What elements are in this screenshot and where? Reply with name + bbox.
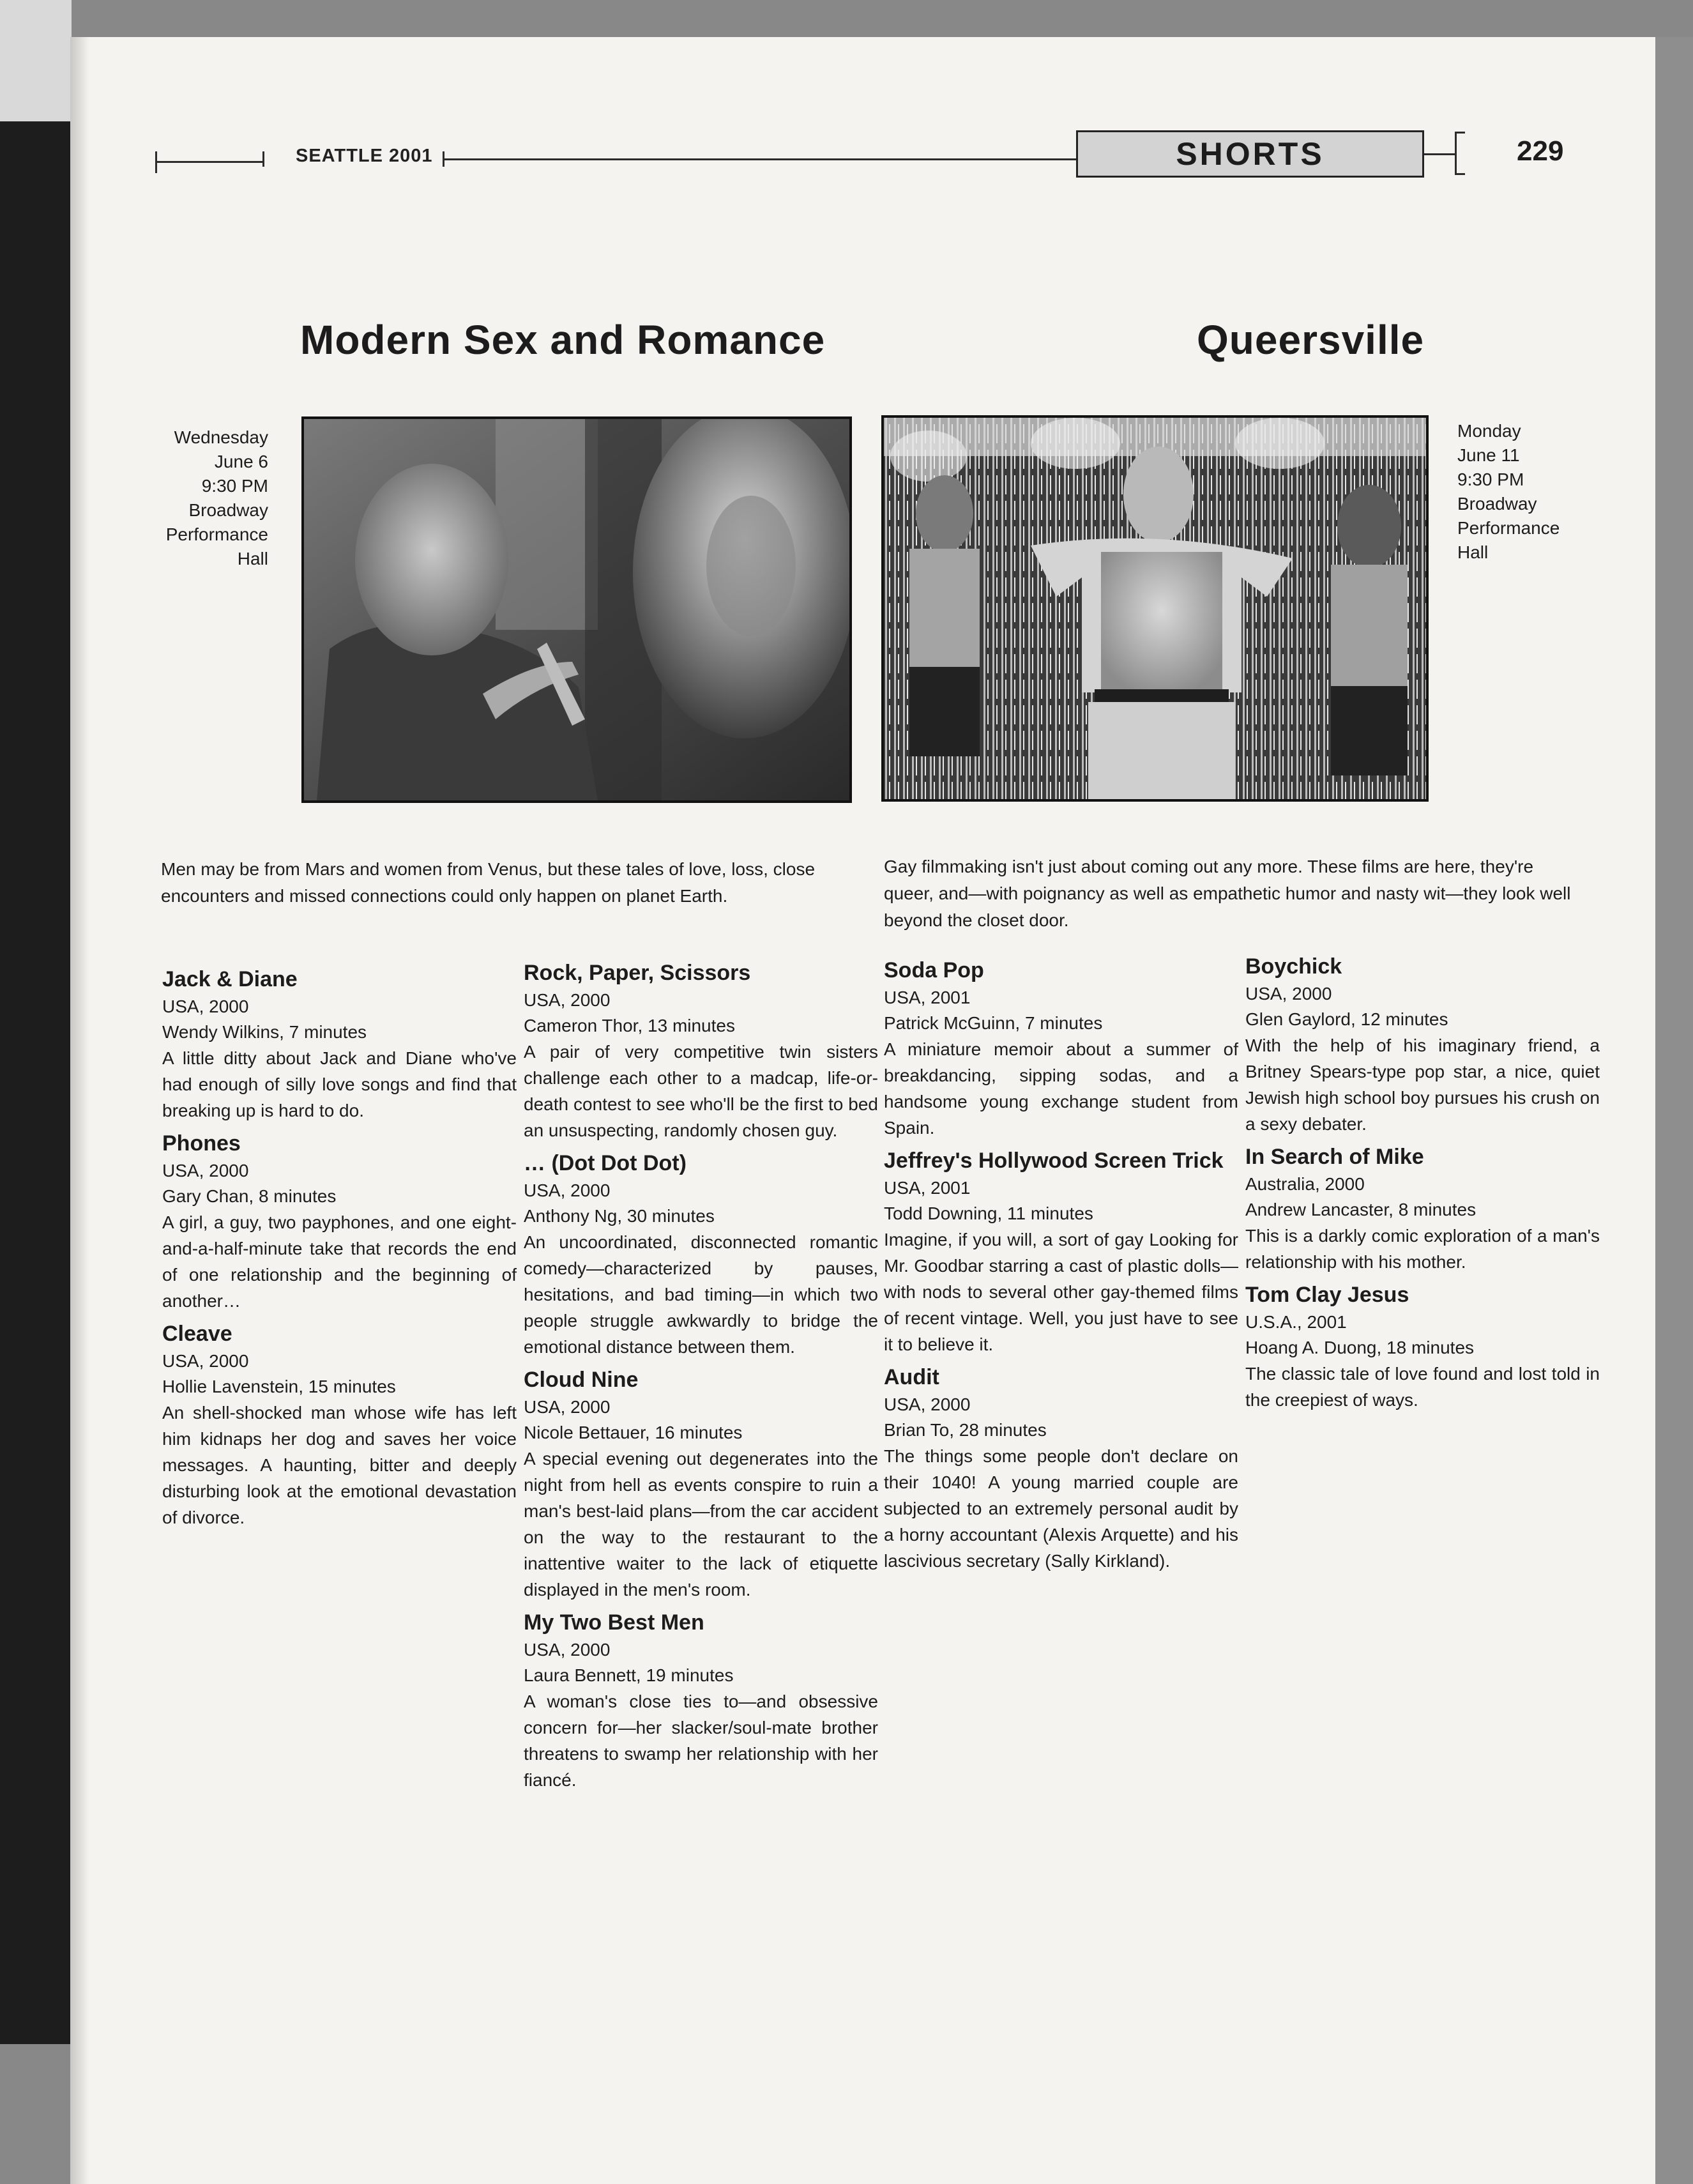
film-description: A miniature memoir about a summer of breakdancing, sipping sodas, and a handsome young exchange student from Spain. [884,1039,1238,1138]
film-director: Cameron Thor, 13 minutes [524,1016,735,1035]
gutter-shadow [70,37,89,2184]
film-description: A little ditty about Jack and Diane who've had enough of silly love songs and find that breaking up is hard to do. [162,1048,517,1120]
header-rule-middle [443,158,1076,160]
film-still-photo [881,415,1429,802]
film-entry [524,1149,878,1360]
film-director: Nicole Bettauer, 16 minutes [524,1423,743,1442]
schedule-line: 9:30 PM [1457,470,1524,489]
film-description: A girl, a guy, two payphones, and one eight-and-a-half-minute take that records the end of one relationship and the beginning of another… [162,1212,517,1311]
film-entry [1245,952,1600,1137]
schedule-line: June 6 [214,452,268,471]
film-director: Hollie Lavenstein, 15 minutes [162,1377,396,1396]
film-director: Andrew Lancaster, 8 minutes [1245,1200,1477,1219]
program-intro: Gay filmmaking isn't just about coming out any more. These films are here, they're queer, and—with poignancy as well as empathetic humor and nasty wit—they look well beyond the closet door. [884,857,1571,930]
film-description: A special evening out degenerates into the night from hell as events conspire to ruin a man's best-laid plans—from the car accident on the way to the restaurant to the inattentive waiter to the lack of etiquette displayed in the men's room. [524,1449,878,1600]
film-column [884,956,1238,1579]
film-title: Rock, Paper, Scissors [524,961,751,985]
film-country-year: USA, 2000 [524,990,611,1010]
film-director: Wendy Wilkins, 7 minutes [162,1022,367,1042]
schedule-line: Broadway [1457,494,1537,514]
film-description: A pair of very competitive twin sisters challenge each other to a madcap, life-or-death contest to see who'll be the first to bed an unsuspecting, randomly chosen guy. [524,1042,878,1140]
film-country-year: USA, 2000 [524,1640,611,1660]
film-director: Laura Bennett, 19 minutes [524,1665,734,1685]
film-entry [884,956,1238,1141]
film-description: An uncoordinated, disconnected romantic comedy—characterized by pauses, hesitations, and bad timing—in which two people struggle awkwardly to bridge the emotional distance between them. [524,1232,878,1357]
header-rule-bracket-cap [1455,132,1465,134]
film-description: An shell-shocked man whose wife has left him kidnaps her dog and saves her voice messages. A haunting, bitter and deeply disturbing look at the emotional devastation of divorce. [162,1403,517,1527]
film-entry [884,1363,1238,1574]
film-title: In Search of Mike [1245,1145,1424,1169]
film-title: Jack & Diane [162,967,298,991]
schedule-line: Monday [1457,421,1521,441]
film-country-year: USA, 2000 [162,1161,249,1180]
film-entry [524,1365,878,1603]
header-rule-tick [262,151,264,167]
film-director: Todd Downing, 11 minutes [884,1203,1093,1223]
schedule-line: Performance [1457,518,1560,538]
film-country-year: USA, 2001 [884,988,971,1007]
film-country-year: U.S.A., 2001 [1245,1312,1347,1332]
program-schedule [153,425,268,571]
film-director: Anthony Ng, 30 minutes [524,1206,715,1226]
film-director: Patrick McGuinn, 7 minutes [884,1013,1103,1033]
film-title: Soda Pop [884,958,984,982]
film-country-year: USA, 2000 [524,1180,611,1200]
film-still-illustration [884,418,1426,799]
header-rule-bracket [1455,132,1457,175]
film-description: Imagine, if you will, a sort of gay Looking for Mr. Goodbar starring a cast of plastic dolls—with nods to several other gay-themed films of recent vintage. Well, you just have to see it to believe it. [884,1230,1238,1354]
film-description: A woman's close ties to—and obsessive concern for—her slacker/soul-mate brother threatens to swamp her relationship with her fiancé. [524,1691,878,1790]
film-column [524,958,878,1798]
film-description: With the help of his imaginary friend, a Britney Spears-type pop star, a nice, quiet Jewish high school boy pursues his crush on a sexy debater. [1245,1035,1600,1134]
film-description: This is a darkly comic exploration of a man's relationship with his mother. [1245,1226,1600,1272]
schedule-line: 9:30 PM [201,476,268,496]
film-column [162,965,517,1536]
film-country-year: USA, 2000 [162,1351,249,1371]
film-director: Glen Gaylord, 12 minutes [1245,1009,1448,1029]
schedule-line: Wednesday [174,427,268,447]
film-country-year: USA, 2000 [524,1397,611,1417]
film-country-year: USA, 2001 [884,1178,971,1198]
film-title: Boychick [1245,954,1342,979]
page-edge [1655,37,1693,2184]
film-title: Audit [884,1365,939,1389]
film-still-illustration [304,419,849,800]
film-title: Phones [162,1131,241,1156]
program-title: Modern Sex and Romance [300,317,826,363]
film-column [1245,952,1600,1418]
film-title: My Two Best Men [524,1610,704,1635]
film-description: The classic tale of love found and lost told in the creepiest of ways. [1245,1364,1600,1410]
program-title: Queersville [1197,317,1425,363]
film-entry [162,1319,517,1531]
header-rule-left [155,161,264,163]
film-title: Tom Clay Jesus [1245,1283,1409,1307]
program-schedule [1457,419,1585,565]
film-entry [524,958,878,1143]
film-director: Gary Chan, 8 minutes [162,1186,337,1206]
schedule-line: Broadway [188,500,268,520]
film-country-year: Australia, 2000 [1245,1174,1365,1194]
schedule-line: Hall [237,549,268,569]
section-label: SHORTS [1076,130,1424,178]
film-director: Hoang A. Duong, 18 minutes [1245,1338,1475,1357]
film-entry [524,1608,878,1793]
film-title: Cleave [162,1322,232,1346]
header-rule-right [1424,153,1455,155]
running-head: SEATTLE 2001 [296,146,433,166]
film-country-year: USA, 2000 [1245,984,1332,1004]
page-number: 229 [1517,135,1564,167]
book-spine-top [0,0,72,121]
film-description: The things some people don't declare on their 1040! A young married couple are subjected to an extremely personal audit by a horny accountant (Alexis Arquette) and his lascivious secretary (Sally Kirkland). [884,1446,1238,1571]
film-entry [162,1129,517,1314]
film-country-year: USA, 2000 [884,1394,971,1414]
film-title: Jeffrey's Hollywood Screen Trick [884,1149,1224,1173]
film-entry [1245,1142,1600,1275]
schedule-line: Performance [165,524,268,544]
film-country-year: USA, 2000 [162,997,249,1016]
film-director: Brian To, 28 minutes [884,1420,1047,1440]
header-rule-bracket-cap [1455,173,1465,175]
film-title: Cloud Nine [524,1368,639,1392]
film-entry [162,965,517,1124]
schedule-line: June 11 [1457,445,1520,465]
program-intro: Men may be from Mars and women from Venus, but these tales of love, loss, close encounters and missed connections could only happen on planet Earth. [161,859,816,906]
film-title: … (Dot Dot Dot) [524,1151,687,1175]
schedule-line: Hall [1457,542,1489,562]
film-still-photo [301,416,852,803]
book-spine [0,121,72,2044]
film-entry [1245,1280,1600,1413]
film-entry [884,1146,1238,1357]
